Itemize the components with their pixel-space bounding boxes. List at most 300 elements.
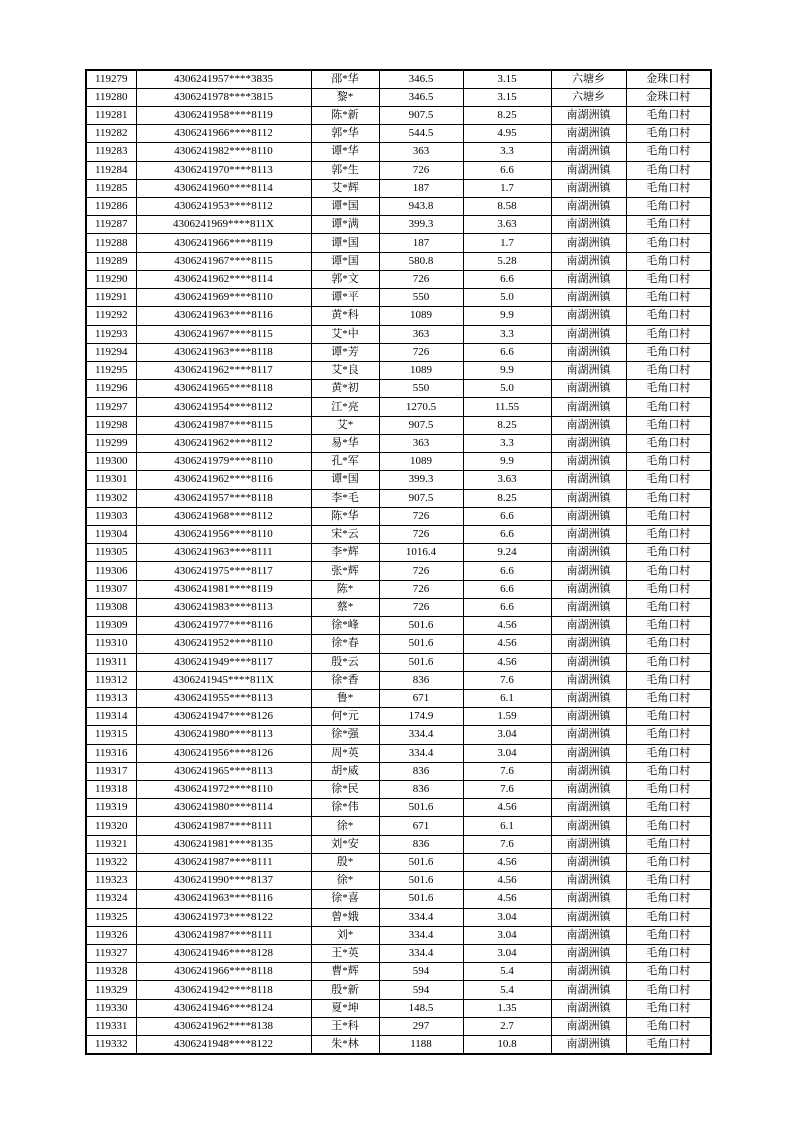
village-cell: 毛角口村 (626, 125, 711, 143)
town-cell: 南湖洲镇 (551, 198, 626, 216)
village-cell: 毛角口村 (626, 945, 711, 963)
amount-cell: 836 (379, 762, 463, 780)
seq-cell: 119331 (86, 1017, 136, 1035)
town-cell: 南湖洲镇 (551, 708, 626, 726)
seq-cell: 119306 (86, 562, 136, 580)
village-cell: 毛角口村 (626, 343, 711, 361)
town-cell: 南湖洲镇 (551, 453, 626, 471)
rate-cell: 3.3 (463, 143, 551, 161)
id-number-cell: 4306241969****8110 (136, 289, 311, 307)
rate-cell: 3.04 (463, 908, 551, 926)
rate-cell: 9.9 (463, 453, 551, 471)
town-cell: 南湖洲镇 (551, 671, 626, 689)
table-row (86, 198, 711, 216)
table-row (86, 88, 711, 106)
table-row (86, 179, 711, 197)
village-cell: 毛角口村 (626, 981, 711, 999)
village-cell: 毛角口村 (626, 544, 711, 562)
town-cell: 南湖洲镇 (551, 598, 626, 616)
seq-cell: 119319 (86, 799, 136, 817)
village-cell: 毛角口村 (626, 653, 711, 671)
table-row (86, 726, 711, 744)
town-cell: 南湖洲镇 (551, 963, 626, 981)
rate-cell: 4.56 (463, 635, 551, 653)
table-row (86, 671, 711, 689)
amount-cell: 501.6 (379, 890, 463, 908)
town-cell: 南湖洲镇 (551, 234, 626, 252)
town-cell: 南湖洲镇 (551, 179, 626, 197)
seq-cell: 119302 (86, 489, 136, 507)
rate-cell: 4.56 (463, 853, 551, 871)
table-row (86, 380, 711, 398)
table-row (86, 307, 711, 325)
amount-cell: 363 (379, 325, 463, 343)
id-number-cell: 4306241952****8110 (136, 635, 311, 653)
rate-cell: 9.9 (463, 307, 551, 325)
village-cell: 毛角口村 (626, 507, 711, 525)
village-cell: 毛角口村 (626, 270, 711, 288)
amount-cell: 187 (379, 234, 463, 252)
village-cell: 毛角口村 (626, 252, 711, 270)
town-cell: 南湖洲镇 (551, 143, 626, 161)
id-number-cell: 4306241975****8117 (136, 562, 311, 580)
village-cell: 毛角口村 (626, 106, 711, 124)
table-row (86, 799, 711, 817)
seq-cell: 119329 (86, 981, 136, 999)
rate-cell: 1.7 (463, 179, 551, 197)
village-cell: 毛角口村 (626, 143, 711, 161)
amount-cell: 501.6 (379, 635, 463, 653)
seq-cell: 119318 (86, 781, 136, 799)
table-row (86, 617, 711, 635)
town-cell: 南湖洲镇 (551, 689, 626, 707)
id-number-cell: 4306241955****8113 (136, 689, 311, 707)
seq-cell: 119285 (86, 179, 136, 197)
subsidy-table (85, 69, 712, 1055)
town-cell: 南湖洲镇 (551, 362, 626, 380)
table-row (86, 580, 711, 598)
name-cell: 郭*文 (311, 270, 379, 288)
name-cell: 谭*芳 (311, 343, 379, 361)
village-cell: 毛角口村 (626, 689, 711, 707)
town-cell: 南湖洲镇 (551, 125, 626, 143)
table-row (86, 598, 711, 616)
id-number-cell: 4306241987****8115 (136, 416, 311, 434)
table-row (86, 434, 711, 452)
village-cell: 毛角口村 (626, 234, 711, 252)
amount-cell: 726 (379, 598, 463, 616)
rate-cell: 1.35 (463, 999, 551, 1017)
seq-cell: 119291 (86, 289, 136, 307)
name-cell: 殷*云 (311, 653, 379, 671)
village-cell: 毛角口村 (626, 489, 711, 507)
amount-cell: 580.8 (379, 252, 463, 270)
id-number-cell: 4306241981****8135 (136, 835, 311, 853)
seq-cell: 119305 (86, 544, 136, 562)
id-number-cell: 4306241956****8126 (136, 744, 311, 762)
amount-cell: 1016.4 (379, 544, 463, 562)
amount-cell: 726 (379, 343, 463, 361)
village-cell: 毛角口村 (626, 908, 711, 926)
town-cell: 南湖洲镇 (551, 835, 626, 853)
name-cell: 徐*强 (311, 726, 379, 744)
name-cell: 郭*华 (311, 125, 379, 143)
village-cell: 毛角口村 (626, 744, 711, 762)
name-cell: 孔*军 (311, 453, 379, 471)
rate-cell: 8.58 (463, 198, 551, 216)
town-cell: 南湖洲镇 (551, 1036, 626, 1054)
id-number-cell: 4306241967****8115 (136, 325, 311, 343)
id-number-cell: 4306241978****3815 (136, 88, 311, 106)
name-cell: 朱*林 (311, 1036, 379, 1054)
name-cell: 曹*辉 (311, 963, 379, 981)
village-cell: 毛角口村 (626, 434, 711, 452)
rate-cell: 4.56 (463, 617, 551, 635)
name-cell: 谭*国 (311, 234, 379, 252)
village-cell: 毛角口村 (626, 872, 711, 890)
rate-cell: 4.95 (463, 125, 551, 143)
name-cell: 周*英 (311, 744, 379, 762)
table-row (86, 234, 711, 252)
id-number-cell: 4306241958****8119 (136, 106, 311, 124)
table-row (86, 853, 711, 871)
id-number-cell: 4306241965****8118 (136, 380, 311, 398)
town-cell: 南湖洲镇 (551, 289, 626, 307)
town-cell: 南湖洲镇 (551, 398, 626, 416)
village-cell: 毛角口村 (626, 853, 711, 871)
table-row (86, 362, 711, 380)
id-number-cell: 4306241962****8138 (136, 1017, 311, 1035)
id-number-cell: 4306241963****8111 (136, 544, 311, 562)
table-row (86, 507, 711, 525)
rate-cell: 4.56 (463, 653, 551, 671)
rate-cell: 10.8 (463, 1036, 551, 1054)
village-cell: 毛角口村 (626, 380, 711, 398)
rate-cell: 7.6 (463, 781, 551, 799)
id-number-cell: 4306241980****8114 (136, 799, 311, 817)
name-cell: 谭*国 (311, 198, 379, 216)
village-cell: 毛角口村 (626, 198, 711, 216)
table-row (86, 817, 711, 835)
id-number-cell: 4306241966****8119 (136, 234, 311, 252)
id-number-cell: 4306241982****8110 (136, 143, 311, 161)
seq-cell: 119283 (86, 143, 136, 161)
table-row (86, 653, 711, 671)
town-cell: 南湖洲镇 (551, 999, 626, 1017)
id-number-cell: 4306241966****8112 (136, 125, 311, 143)
amount-cell: 726 (379, 580, 463, 598)
town-cell: 南湖洲镇 (551, 343, 626, 361)
village-cell: 毛角口村 (626, 216, 711, 234)
name-cell: 徐*喜 (311, 890, 379, 908)
seq-cell: 119312 (86, 671, 136, 689)
village-cell: 毛角口村 (626, 580, 711, 598)
village-cell: 毛角口村 (626, 1036, 711, 1054)
seq-cell: 119282 (86, 125, 136, 143)
amount-cell: 399.3 (379, 216, 463, 234)
name-cell: 何*元 (311, 708, 379, 726)
rate-cell: 9.24 (463, 544, 551, 562)
rate-cell: 9.9 (463, 362, 551, 380)
name-cell: 胡*威 (311, 762, 379, 780)
seq-cell: 119294 (86, 343, 136, 361)
table-row (86, 325, 711, 343)
table-row (86, 744, 711, 762)
rate-cell: 3.15 (463, 70, 551, 88)
village-cell: 毛角口村 (626, 926, 711, 944)
name-cell: 徐* (311, 872, 379, 890)
table-row (86, 835, 711, 853)
rate-cell: 3.04 (463, 945, 551, 963)
name-cell: 谭*满 (311, 216, 379, 234)
name-cell: 徐*春 (311, 635, 379, 653)
seq-cell: 119307 (86, 580, 136, 598)
amount-cell: 836 (379, 671, 463, 689)
seq-cell: 119323 (86, 872, 136, 890)
seq-cell: 119296 (86, 380, 136, 398)
id-number-cell: 4306241957****3835 (136, 70, 311, 88)
id-number-cell: 4306241954****8112 (136, 398, 311, 416)
name-cell: 殷*新 (311, 981, 379, 999)
name-cell: 黄*初 (311, 380, 379, 398)
name-cell: 江*亮 (311, 398, 379, 416)
rate-cell: 7.6 (463, 762, 551, 780)
seq-cell: 119301 (86, 471, 136, 489)
name-cell: 谭*国 (311, 252, 379, 270)
village-cell: 毛角口村 (626, 890, 711, 908)
table-row (86, 216, 711, 234)
name-cell: 陈*华 (311, 507, 379, 525)
rate-cell: 11.55 (463, 398, 551, 416)
village-cell: 毛角口村 (626, 289, 711, 307)
id-number-cell: 4306241973****8122 (136, 908, 311, 926)
village-cell: 金珠口村 (626, 70, 711, 88)
name-cell: 谭*华 (311, 143, 379, 161)
name-cell: 张*辉 (311, 562, 379, 580)
amount-cell: 726 (379, 270, 463, 288)
table-row (86, 143, 711, 161)
id-number-cell: 4306241949****8117 (136, 653, 311, 671)
name-cell: 陈* (311, 580, 379, 598)
name-cell: 邵*华 (311, 70, 379, 88)
table-row (86, 161, 711, 179)
village-cell: 毛角口村 (626, 416, 711, 434)
seq-cell: 119313 (86, 689, 136, 707)
id-number-cell: 4306241977****8116 (136, 617, 311, 635)
table-row (86, 1017, 711, 1035)
id-number-cell: 4306241987****8111 (136, 926, 311, 944)
town-cell: 南湖洲镇 (551, 981, 626, 999)
town-cell: 南湖洲镇 (551, 507, 626, 525)
name-cell: 蔡* (311, 598, 379, 616)
amount-cell: 550 (379, 380, 463, 398)
seq-cell: 119327 (86, 945, 136, 963)
table-row (86, 398, 711, 416)
rate-cell: 1.59 (463, 708, 551, 726)
town-cell: 南湖洲镇 (551, 106, 626, 124)
name-cell: 艾*辉 (311, 179, 379, 197)
rate-cell: 6.6 (463, 562, 551, 580)
table-row (86, 981, 711, 999)
rate-cell: 6.1 (463, 689, 551, 707)
rate-cell: 6.6 (463, 507, 551, 525)
table-row (86, 562, 711, 580)
seq-cell: 119289 (86, 252, 136, 270)
amount-cell: 836 (379, 835, 463, 853)
rate-cell: 5.4 (463, 963, 551, 981)
table-row (86, 872, 711, 890)
village-cell: 毛角口村 (626, 617, 711, 635)
id-number-cell: 4306241979****8110 (136, 453, 311, 471)
village-cell: 毛角口村 (626, 762, 711, 780)
id-number-cell: 4306241956****8110 (136, 525, 311, 543)
seq-cell: 119311 (86, 653, 136, 671)
seq-cell: 119325 (86, 908, 136, 926)
id-number-cell: 4306241980****8113 (136, 726, 311, 744)
name-cell: 夏*坤 (311, 999, 379, 1017)
seq-cell: 119315 (86, 726, 136, 744)
seq-cell: 119321 (86, 835, 136, 853)
rate-cell: 4.56 (463, 890, 551, 908)
rate-cell: 6.6 (463, 598, 551, 616)
town-cell: 南湖洲镇 (551, 525, 626, 543)
town-cell: 南湖洲镇 (551, 380, 626, 398)
id-number-cell: 4306241968****8112 (136, 507, 311, 525)
town-cell: 南湖洲镇 (551, 434, 626, 452)
town-cell: 南湖洲镇 (551, 580, 626, 598)
village-cell: 毛角口村 (626, 963, 711, 981)
village-cell: 毛角口村 (626, 179, 711, 197)
name-cell: 艾* (311, 416, 379, 434)
rate-cell: 3.15 (463, 88, 551, 106)
village-cell: 毛角口村 (626, 999, 711, 1017)
name-cell: 王*科 (311, 1017, 379, 1035)
town-cell: 南湖洲镇 (551, 781, 626, 799)
town-cell: 南湖洲镇 (551, 890, 626, 908)
amount-cell: 726 (379, 525, 463, 543)
amount-cell: 544.5 (379, 125, 463, 143)
village-cell: 毛角口村 (626, 781, 711, 799)
amount-cell: 550 (379, 289, 463, 307)
table-row (86, 689, 711, 707)
name-cell: 徐*民 (311, 781, 379, 799)
table-row (86, 708, 711, 726)
village-cell: 毛角口村 (626, 307, 711, 325)
amount-cell: 174.9 (379, 708, 463, 726)
town-cell: 南湖洲镇 (551, 617, 626, 635)
amount-cell: 726 (379, 507, 463, 525)
id-number-cell: 4306241981****8119 (136, 580, 311, 598)
amount-cell: 501.6 (379, 617, 463, 635)
table-row (86, 908, 711, 926)
town-cell: 南湖洲镇 (551, 726, 626, 744)
village-cell: 毛角口村 (626, 453, 711, 471)
village-cell: 毛角口村 (626, 325, 711, 343)
seq-cell: 119290 (86, 270, 136, 288)
town-cell: 南湖洲镇 (551, 635, 626, 653)
rate-cell: 7.6 (463, 835, 551, 853)
seq-cell: 119293 (86, 325, 136, 343)
id-number-cell: 4306241957****8118 (136, 489, 311, 507)
seq-cell: 119326 (86, 926, 136, 944)
name-cell: 谭*平 (311, 289, 379, 307)
rate-cell: 4.56 (463, 872, 551, 890)
town-cell: 南湖洲镇 (551, 471, 626, 489)
amount-cell: 1089 (379, 362, 463, 380)
name-cell: 徐*伟 (311, 799, 379, 817)
name-cell: 陈*新 (311, 106, 379, 124)
id-number-cell: 4306241942****8118 (136, 981, 311, 999)
seq-cell: 119330 (86, 999, 136, 1017)
town-cell: 六塘乡 (551, 88, 626, 106)
id-number-cell: 4306241987****8111 (136, 817, 311, 835)
id-number-cell: 4306241969****811X (136, 216, 311, 234)
name-cell: 艾*良 (311, 362, 379, 380)
id-number-cell: 4306241960****8114 (136, 179, 311, 197)
town-cell: 南湖洲镇 (551, 762, 626, 780)
seq-cell: 119279 (86, 70, 136, 88)
town-cell: 南湖洲镇 (551, 416, 626, 434)
name-cell: 鲁* (311, 689, 379, 707)
rate-cell: 6.6 (463, 525, 551, 543)
amount-cell: 907.5 (379, 416, 463, 434)
amount-cell: 1089 (379, 453, 463, 471)
name-cell: 曾*娥 (311, 908, 379, 926)
table-row (86, 489, 711, 507)
village-cell: 毛角口村 (626, 835, 711, 853)
id-number-cell: 4306241990****8137 (136, 872, 311, 890)
town-cell: 南湖洲镇 (551, 270, 626, 288)
rate-cell: 8.25 (463, 106, 551, 124)
table-row (86, 635, 711, 653)
id-number-cell: 4306241972****8110 (136, 781, 311, 799)
name-cell: 王*英 (311, 945, 379, 963)
town-cell: 南湖洲镇 (551, 161, 626, 179)
table-row (86, 762, 711, 780)
seq-cell: 119298 (86, 416, 136, 434)
town-cell: 南湖洲镇 (551, 252, 626, 270)
id-number-cell: 4306241967****8115 (136, 252, 311, 270)
id-number-cell: 4306241983****8113 (136, 598, 311, 616)
id-number-cell: 4306241962****8114 (136, 270, 311, 288)
rate-cell: 5.28 (463, 252, 551, 270)
village-cell: 毛角口村 (626, 362, 711, 380)
village-cell: 毛角口村 (626, 562, 711, 580)
amount-cell: 943.8 (379, 198, 463, 216)
amount-cell: 501.6 (379, 653, 463, 671)
amount-cell: 726 (379, 562, 463, 580)
rate-cell: 6.6 (463, 580, 551, 598)
rate-cell: 1.7 (463, 234, 551, 252)
id-number-cell: 4306241963****8118 (136, 343, 311, 361)
table-row (86, 270, 711, 288)
seq-cell: 119292 (86, 307, 136, 325)
table-row (86, 289, 711, 307)
table-row (86, 999, 711, 1017)
seq-cell: 119297 (86, 398, 136, 416)
village-cell: 毛角口村 (626, 726, 711, 744)
town-cell: 南湖洲镇 (551, 817, 626, 835)
amount-cell: 907.5 (379, 489, 463, 507)
seq-cell: 119310 (86, 635, 136, 653)
village-cell: 毛角口村 (626, 708, 711, 726)
amount-cell: 671 (379, 817, 463, 835)
subsidy-table-body (86, 70, 711, 1054)
name-cell: 徐*香 (311, 671, 379, 689)
table-row (86, 125, 711, 143)
seq-cell: 119299 (86, 434, 136, 452)
seq-cell: 119281 (86, 106, 136, 124)
